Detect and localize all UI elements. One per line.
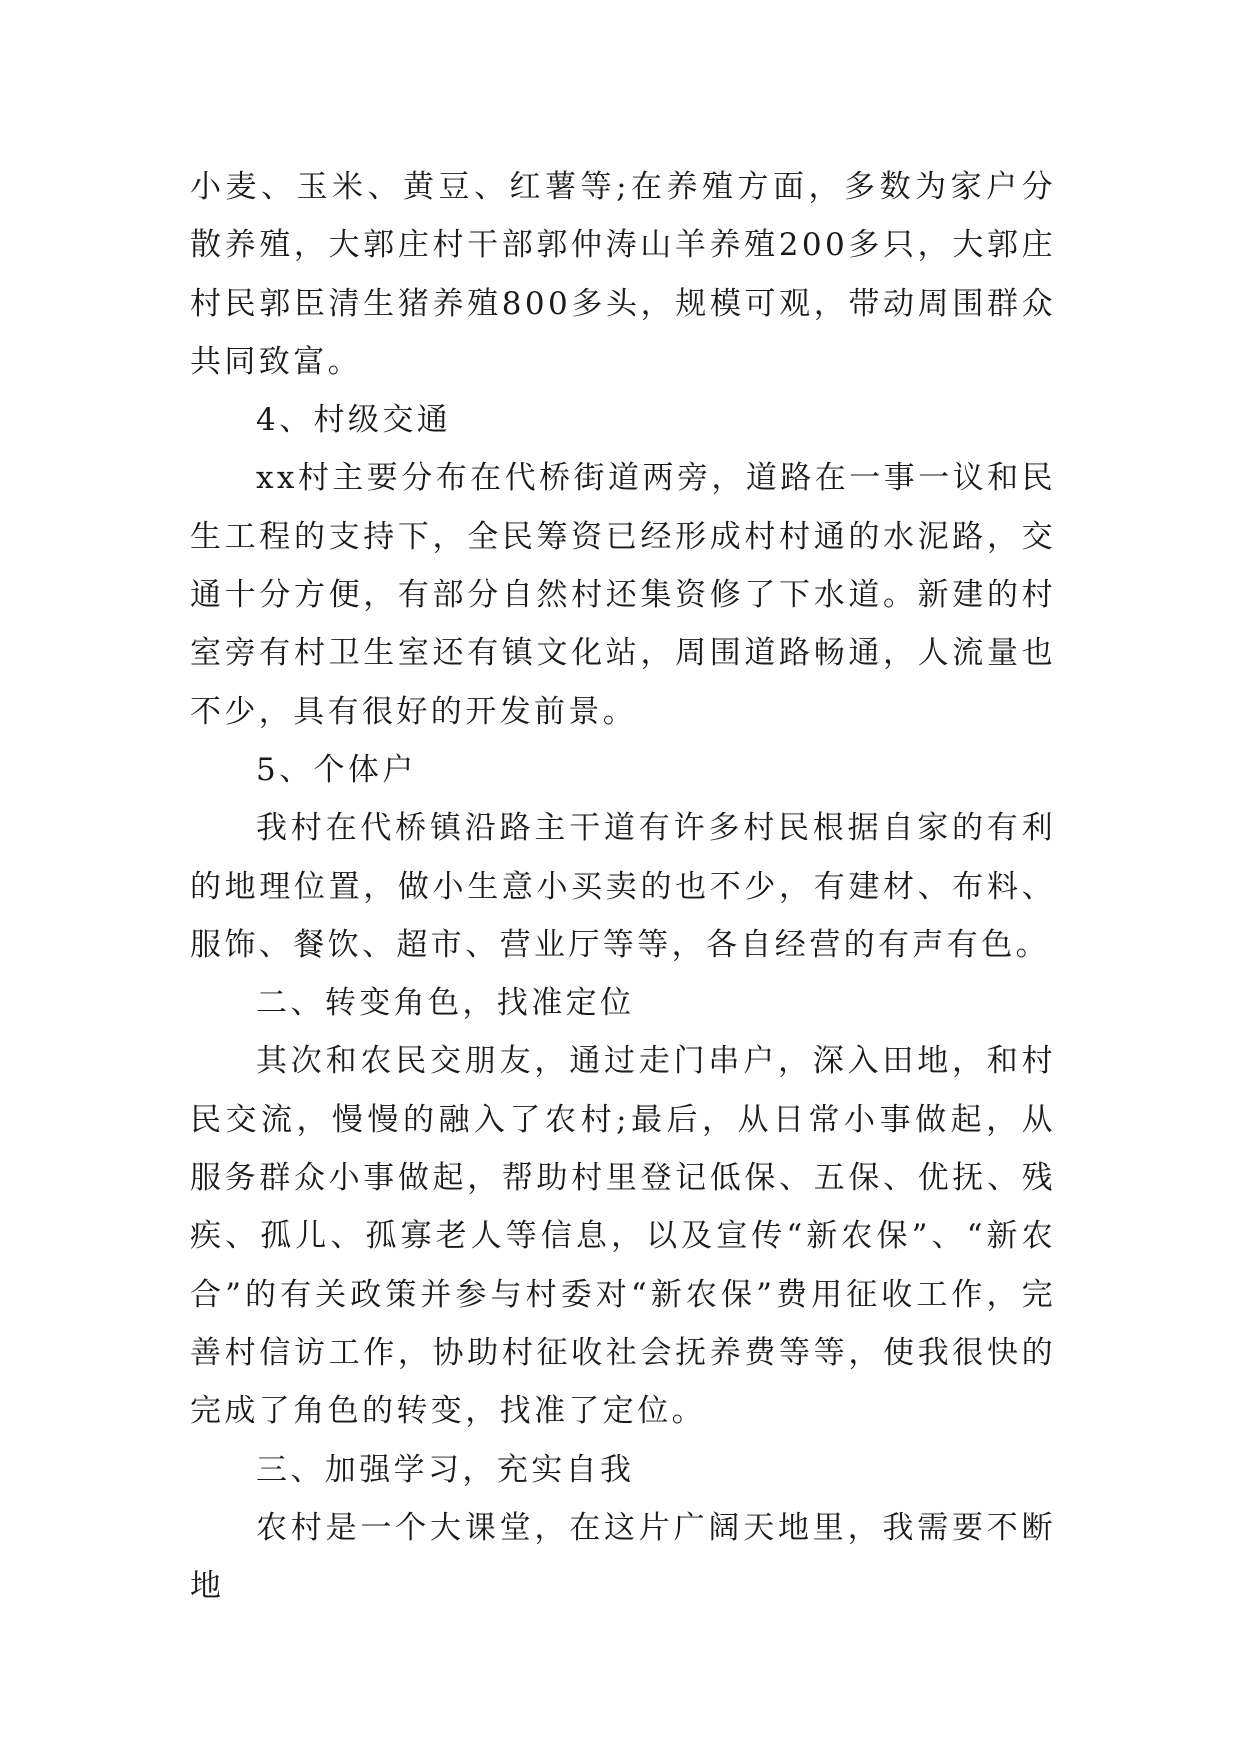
heading-individual-business: 5、个体户 xyxy=(256,751,417,788)
paragraph-transport: xx村主要分布在代桥街道两旁，道路在一事一议和民生工程的支持下，全民筹资已经形成村村通的水泥路，交通十分方便，有部分自然村还集资修了下水道。新建的村室旁有村卫生室还有镇文化站，周围道路畅通，人流量也不少，具有很好的开发前景。 xyxy=(190,460,1056,730)
paragraph-change-role: 其次和农民交朋友，通过走门串户，深入田地，和村民交流，慢慢的融入了农村;最后，从日常小事做起，从服务群众小事做起，帮助村里登记低保、五保、优抚、残疾、孤儿、孤寡老人等信息，以及宣传“新农保”、“新农合”的有关政策并参与村委对“新农保”费用征收工作，完善村信访工作，协助村征收社会抚养费等等，使我很快的完成了角色的转变，找准了定位。 xyxy=(190,1043,1056,1430)
paragraph-strengthen-learning: 农村是一个大课堂，在这片广阔天地里，我需要不断地 xyxy=(190,1509,1056,1605)
heading-change-role: 二、转变角色，找准定位 xyxy=(256,985,635,1022)
heading-strengthen-learning: 三、加强学习，充实自我 xyxy=(256,1451,635,1488)
heading-village-transport: 4、村级交通 xyxy=(256,402,452,439)
paragraph-individual-business: 我村在代桥镇沿路主干道有许多村民根据自家的有利的地理位置，做小生意小买卖的也不少，有建材、布料、服饰、餐饮、超市、营业厅等等，各自经营的有声有色。 xyxy=(190,810,1056,963)
paragraph-farming: 小麦、玉米、黄豆、红薯等;在养殖方面，多数为家户分散养殖，大郭庄村干部郭仲涛山羊养殖200多只，大郭庄村民郭臣清生猪养殖800多头，规模可观，带动周围群众共同致富。 xyxy=(190,169,1056,380)
document-body xyxy=(190,158,1056,1615)
